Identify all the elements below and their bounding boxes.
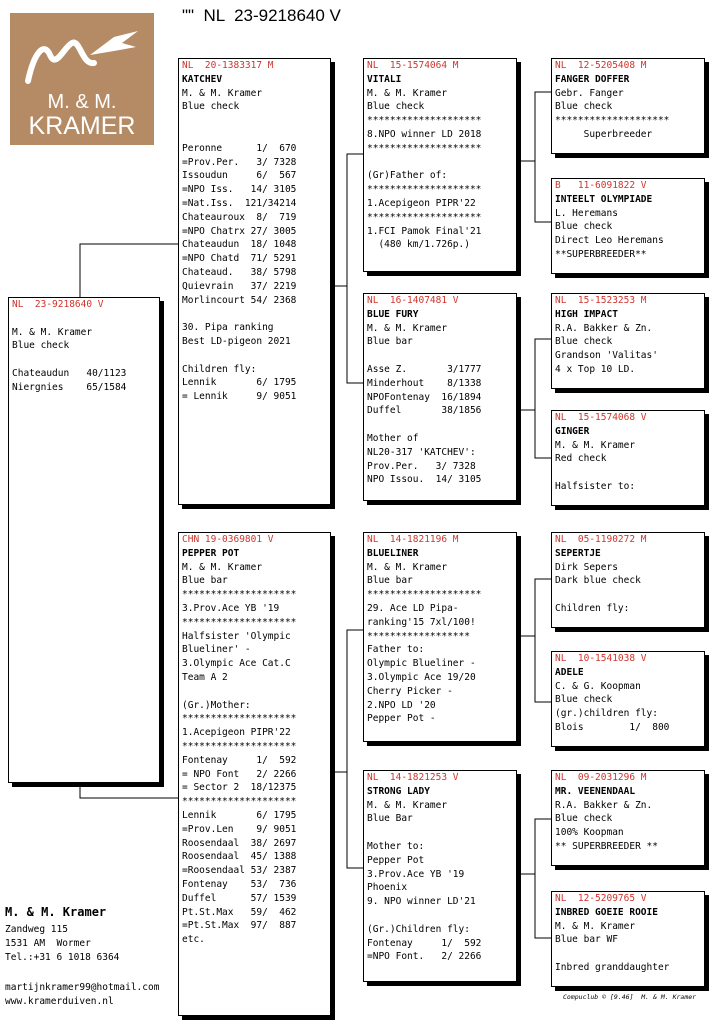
ring-number: NL 09-2031296 M	[555, 772, 647, 783]
pigeon-name: FANGER DOFFER	[555, 73, 630, 85]
pigeon-name: ADELE	[555, 666, 584, 678]
father-father-card	[363, 58, 517, 272]
father-details: M. & M. Kramer Blue check Peronne 1/ 670 =Prov.Per. 3/ 7328 Issoudun 6/ 567 =NPO Iss. 14/ 3105 =Nat.Iss. 121/34214 Chateauroux 8/ 719 =NPO Chatrx 27/ 3005 Chateaudun 18/ 1048 =NPO Chatd 71/ 5291 Chateaud. 38/ 5798 Quievrain 37/ 2219 Morlincourt 54/ 2368 30. Pipa ranking Best LD-pigeon 2021 Children fly: Lennik 6/ 1795 = Lennik 9/ 9051	[182, 87, 297, 403]
ring-number: NL 16-1407481 V	[367, 295, 459, 306]
ffa-card	[551, 58, 705, 154]
ring-number: NL 10-1541038 V	[555, 653, 647, 664]
ring-number: CHN 19-0369801 V	[182, 534, 274, 545]
pigeon-name: BLUE FURY	[367, 308, 419, 320]
pigeon-name: INTEELT OLYMPIADE	[555, 193, 653, 205]
mother-father-card	[363, 532, 517, 742]
mmm-card	[551, 891, 705, 987]
ring-number: NL 12-5209765 V	[555, 893, 647, 904]
pigeon-name: BLUELINER	[367, 547, 419, 559]
father-mother-card	[363, 293, 517, 501]
email-link[interactable]: martijnkramer99@hotmail.com	[5, 982, 160, 993]
fmf-details: R.A. Bakker & Zn. Blue check Grandson 'Valitas' 4 x Top 10 LD.	[555, 322, 658, 375]
owner-name: M. & M. Kramer	[5, 905, 107, 919]
logo-line2: KRAMER	[28, 112, 136, 140]
ring-number: NL 12-5205408 M	[555, 60, 647, 71]
logo-line1: M. & M.	[47, 91, 117, 113]
mother-mother-details: M. & M. Kramer Blue Bar Mother to: Pepper Pot 3.Prov.Ace YB '19 Phoenix 9. NPO winner LD'21 (Gr.)Children fly: Fontenay 1/ 592 =NPO Font. 2/ 2266	[367, 799, 482, 963]
ring-number: NL 14-1821253 V	[367, 772, 459, 783]
pedigree-header: "" NL 23-9218640 V	[182, 6, 341, 25]
mfm-details: C. & G. Koopman Blue check (gr.)children fly: Blois 1/ 800	[555, 680, 670, 733]
father-mother-details: M. & M. Kramer Blue bar Asse Z. 3/1777 Minderhout 8/1338 NPOFontenay 16/1894 Duffel 38/1856 Mother of NL20-317 'KATCHEV': Prov.Per. 3/ 7328 NPO Issou. 14/ 3105	[367, 322, 482, 486]
ring-number: B 11-6091822 V	[555, 180, 647, 191]
fmm-details: M. & M. Kramer Red check Halfsister to:	[555, 439, 636, 492]
pigeon-name: KATCHEV	[182, 73, 223, 85]
ring-number: NL 14-1821196 M	[367, 534, 459, 545]
ffm-card	[551, 178, 705, 274]
owner-block	[5, 905, 119, 964]
ring-number: NL 23-9218640 V	[12, 299, 104, 310]
kramer-logo	[10, 13, 154, 145]
mmf-details: R.A. Bakker & Zn. Blue check 100% Koopman ** SUPERBREEDER **	[555, 799, 658, 852]
ffa-details: Gebr. Fanger Blue check ******************** Superbreeder	[555, 87, 670, 140]
fmf-card	[551, 293, 705, 389]
father-card	[178, 58, 331, 505]
pigeon-name: GINGER	[555, 425, 590, 437]
mmf-card	[551, 770, 705, 866]
fmm-card	[551, 410, 705, 506]
pigeon-name: PEPPER POT	[182, 547, 240, 559]
ring-number: NL 05-1190272 M	[555, 534, 647, 545]
mother-father-details: M. & M. Kramer Blue bar ******************** 29. Ace LD Pipa- ranking'15 7xl/100! ****************** Father to: Olympic Blueliner - 3.Olympic Ace 19/20 Cherry Picker - 2.NPO LD '20 Pepper Pot -	[367, 561, 482, 725]
mother-details: M. & M. Kramer Blue bar ******************** 3.Prov.Ace YB '19 ******************** Halfsister 'Olympic Blueliner' - 3.Olympic Ace Cat.C Team A 2 (Gr.)Mother: ******************** 1.Acepigeon PIPR'22 ******************** Fontenay 1/ 592 = NPO Font 2/ 2266 = Sector 2 18/12375 ******************** Lennik 6/ 1795 =Prov.Len 9/ 9051 Roosendaal 38/ 2697 Roosendaal 45/ 1388 =Roosendaal 53/ 2387 Fontenay 53/ 736 Duffel 57/ 1539 Pt.St.Max 59/ 462 =Pt.St.Max 97/ 887 etc.	[182, 561, 297, 946]
pigeon-name: STRONG LADY	[367, 785, 430, 797]
mff-card	[551, 532, 705, 628]
father-father-details: M. & M. Kramer Blue check ******************** 8.NPO winner LD 2018 ******************** (Gr)Father of: ******************** 1.Acepigeon PIPR'22 ******************** 1.FCI Pamok Final'21 (480 km/1.726p.)	[367, 87, 482, 251]
ffm-details: L. Heremans Blue check Direct Leo Heremans **SUPERBREEDER**	[555, 207, 664, 260]
pigeon-name: HIGH IMPACT	[555, 308, 618, 320]
ring-number: NL 15-1574064 M	[367, 60, 459, 71]
mmm-details: M. & M. Kramer Blue bar WF Inbred granddaughter	[555, 920, 670, 973]
ring-number: NL 15-1574068 V	[555, 412, 647, 423]
mff-details: Dirk Sepers Dark blue check Children fly:	[555, 561, 641, 614]
pigeon-logo-icon	[10, 13, 154, 93]
ring-number: NL 15-1523253 M	[555, 295, 647, 306]
contact-block	[5, 981, 159, 1008]
pigeon-name: INBRED GOEIE ROOIE	[555, 906, 658, 918]
pigeon-name: SEPERTJE	[555, 547, 601, 559]
mother-card	[178, 532, 331, 1016]
mother-mother-card	[363, 770, 517, 982]
owner-address: Zandweg 115 1531 AM Wormer Tel.:+31 6 1018 6364	[5, 924, 120, 963]
website-link[interactable]: www.kramerduiven.nl	[5, 995, 114, 1007]
pigeon-name: MR. VEENENDAAL	[555, 785, 636, 797]
pigeon-name: VITALI	[367, 73, 402, 85]
footer-credit: Compuclub © [9.46] M. & M. Kramer	[563, 993, 697, 1001]
ring-number: NL 20-1383317 M	[182, 60, 274, 71]
mfm-card	[551, 651, 705, 747]
subject-details: M. & M. Kramer Blue check Chateaudun 40/1123 Niergnies 65/1584	[12, 326, 127, 393]
subject-card	[8, 297, 160, 783]
